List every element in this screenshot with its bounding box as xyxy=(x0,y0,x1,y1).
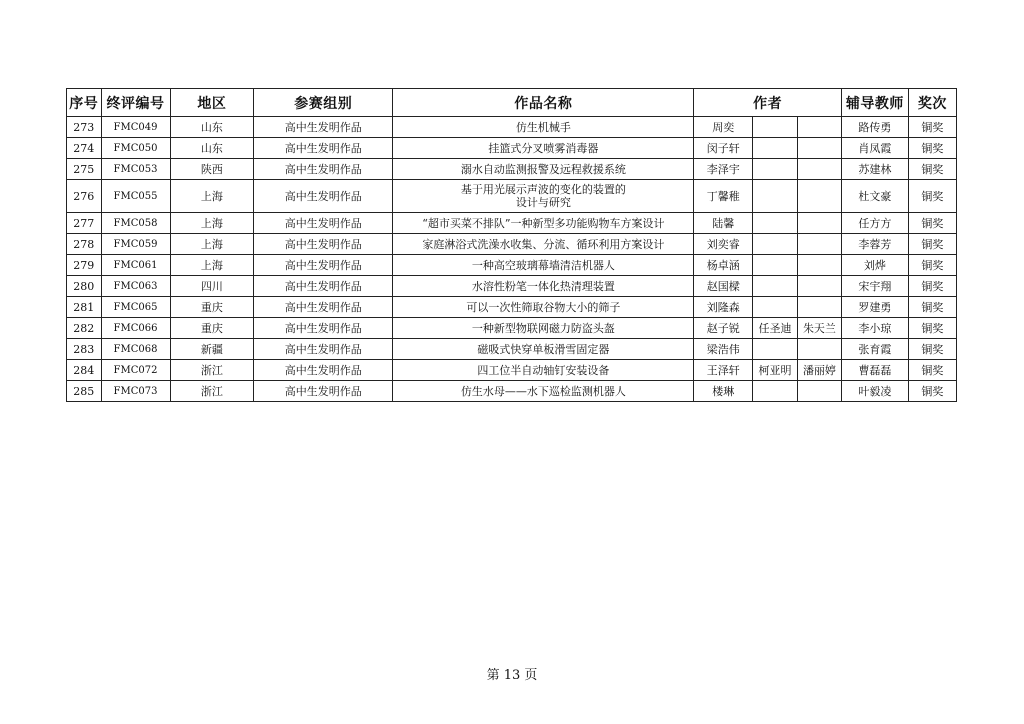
cell-work: 家庭淋浴式洗澡水收集、分流、循环利用方案设计 xyxy=(393,234,694,255)
cell-award: 铜奖 xyxy=(908,339,956,360)
cell-teacher: 李蓉芳 xyxy=(841,234,908,255)
cell-group: 高中生发明作品 xyxy=(254,138,393,159)
table-row xyxy=(67,159,957,180)
cell-seq: 284 xyxy=(67,360,102,381)
header-row xyxy=(67,89,957,117)
cell-author-3 xyxy=(797,213,841,234)
cell-author-1: 楼琳 xyxy=(694,381,753,402)
cell-code: FMC073 xyxy=(101,381,170,402)
cell-author-3: 朱天兰 xyxy=(797,318,841,339)
cell-author-3 xyxy=(797,138,841,159)
cell-teacher: 张育霞 xyxy=(841,339,908,360)
cell-code: FMC063 xyxy=(101,276,170,297)
cell-region: 陕西 xyxy=(170,159,254,180)
cell-author-3 xyxy=(797,297,841,318)
cell-work: 挂篮式分叉喷雾消毒器 xyxy=(393,138,694,159)
cell-author-2 xyxy=(753,159,798,180)
table-row xyxy=(67,276,957,297)
cell-code: FMC059 xyxy=(101,234,170,255)
cell-group: 高中生发明作品 xyxy=(254,159,393,180)
cell-group: 高中生发明作品 xyxy=(254,234,393,255)
cell-teacher: 李小琼 xyxy=(841,318,908,339)
cell-seq: 280 xyxy=(67,276,102,297)
table-row xyxy=(67,297,957,318)
cell-seq: 274 xyxy=(67,138,102,159)
cell-award: 铜奖 xyxy=(908,381,956,402)
cell-award: 铜奖 xyxy=(908,213,956,234)
cell-group: 高中生发明作品 xyxy=(254,381,393,402)
cell-code: FMC055 xyxy=(101,180,170,213)
cell-work: 仿生机械手 xyxy=(393,117,694,138)
cell-code: FMC061 xyxy=(101,255,170,276)
cell-region: 上海 xyxy=(170,255,254,276)
cell-region: 上海 xyxy=(170,180,254,213)
cell-code: FMC053 xyxy=(101,159,170,180)
cell-seq: 273 xyxy=(67,117,102,138)
cell-author-1: 赵子锐 xyxy=(694,318,753,339)
table-row xyxy=(67,360,957,381)
cell-author-1: 王泽轩 xyxy=(694,360,753,381)
cell-author-2: 柯亚明 xyxy=(753,360,798,381)
cell-teacher: 路传勇 xyxy=(841,117,908,138)
cell-author-1: 周奕 xyxy=(694,117,753,138)
cell-seq: 285 xyxy=(67,381,102,402)
cell-author-2 xyxy=(753,276,798,297)
cell-work: 一种高空玻璃幕墙清洁机器人 xyxy=(393,255,694,276)
cell-region: 山东 xyxy=(170,138,254,159)
table-row xyxy=(67,318,957,339)
cell-author-2 xyxy=(753,297,798,318)
cell-region: 浙江 xyxy=(170,381,254,402)
cell-teacher: 曹磊磊 xyxy=(841,360,908,381)
cell-group: 高中生发明作品 xyxy=(254,297,393,318)
cell-group: 高中生发明作品 xyxy=(254,213,393,234)
cell-group: 高中生发明作品 xyxy=(254,360,393,381)
cell-work: 一种新型物联网磁力防盗头盔 xyxy=(393,318,694,339)
cell-seq: 277 xyxy=(67,213,102,234)
cell-group: 高中生发明作品 xyxy=(254,255,393,276)
cell-author-1: 陆馨 xyxy=(694,213,753,234)
cell-teacher: 肖凤霞 xyxy=(841,138,908,159)
cell-award: 铜奖 xyxy=(908,159,956,180)
cell-code: FMC072 xyxy=(101,360,170,381)
cell-author-1: 杨卓涵 xyxy=(694,255,753,276)
cell-teacher: 苏建林 xyxy=(841,159,908,180)
cell-author-2 xyxy=(753,234,798,255)
cell-author-1: 丁馨稚 xyxy=(694,180,753,213)
cell-work: 仿生水母——水下巡检监测机器人 xyxy=(393,381,694,402)
cell-code: FMC066 xyxy=(101,318,170,339)
header-seq: 序号 xyxy=(67,89,102,117)
cell-author-2 xyxy=(753,255,798,276)
cell-author-1: 刘隆森 xyxy=(694,297,753,318)
cell-author-1: 闵子轩 xyxy=(694,138,753,159)
cell-author-3 xyxy=(797,180,841,213)
cell-code: FMC065 xyxy=(101,297,170,318)
cell-teacher: 刘烨 xyxy=(841,255,908,276)
cell-seq: 279 xyxy=(67,255,102,276)
table-row xyxy=(67,117,957,138)
cell-author-3 xyxy=(797,234,841,255)
cell-seq: 278 xyxy=(67,234,102,255)
cell-award: 铜奖 xyxy=(908,255,956,276)
cell-teacher: 任方方 xyxy=(841,213,908,234)
table-row xyxy=(67,234,957,255)
cell-region: 上海 xyxy=(170,213,254,234)
cell-region: 上海 xyxy=(170,234,254,255)
cell-seq: 275 xyxy=(67,159,102,180)
table-row xyxy=(67,213,957,234)
cell-seq: 276 xyxy=(67,180,102,213)
cell-group: 高中生发明作品 xyxy=(254,318,393,339)
cell-author-1: 李泽宇 xyxy=(694,159,753,180)
cell-work: 基于用光展示声波的变化的装置的设计与研究 xyxy=(393,180,694,213)
cell-region: 浙江 xyxy=(170,360,254,381)
table-row xyxy=(67,138,957,159)
cell-author-1: 刘奕睿 xyxy=(694,234,753,255)
cell-code: FMC068 xyxy=(101,339,170,360)
cell-teacher: 叶毅凌 xyxy=(841,381,908,402)
cell-author-1: 梁浩伟 xyxy=(694,339,753,360)
cell-author-3 xyxy=(797,255,841,276)
cell-work: 四工位半自动轴钉安装设备 xyxy=(393,360,694,381)
cell-seq: 283 xyxy=(67,339,102,360)
table-row xyxy=(67,255,957,276)
cell-author-2 xyxy=(753,117,798,138)
header-work: 作品名称 xyxy=(393,89,694,117)
cell-seq: 282 xyxy=(67,318,102,339)
cell-author-2 xyxy=(753,381,798,402)
cell-award: 铜奖 xyxy=(908,117,956,138)
cell-seq: 281 xyxy=(67,297,102,318)
cell-author-2 xyxy=(753,213,798,234)
cell-award: 铜奖 xyxy=(908,297,956,318)
cell-teacher: 杜文豪 xyxy=(841,180,908,213)
cell-author-3 xyxy=(797,117,841,138)
table-row xyxy=(67,180,957,213)
cell-region: 山东 xyxy=(170,117,254,138)
cell-work: “超市买菜不排队”一种新型多功能购物车方案设计 xyxy=(393,213,694,234)
cell-code: FMC058 xyxy=(101,213,170,234)
cell-author-2 xyxy=(753,339,798,360)
cell-author-3 xyxy=(797,276,841,297)
cell-work: 磁吸式快穿单板滑雪固定器 xyxy=(393,339,694,360)
cell-author-3 xyxy=(797,339,841,360)
cell-group: 高中生发明作品 xyxy=(254,276,393,297)
award-table xyxy=(66,88,957,402)
header-group: 参赛组别 xyxy=(254,89,393,117)
cell-code: FMC050 xyxy=(101,138,170,159)
cell-author-3 xyxy=(797,381,841,402)
cell-code: FMC049 xyxy=(101,117,170,138)
table-row xyxy=(67,339,957,360)
cell-award: 铜奖 xyxy=(908,234,956,255)
cell-region: 新疆 xyxy=(170,339,254,360)
cell-group: 高中生发明作品 xyxy=(254,339,393,360)
cell-region: 四川 xyxy=(170,276,254,297)
header-teacher: 辅导教师 xyxy=(841,89,908,117)
cell-award: 铜奖 xyxy=(908,360,956,381)
header-code: 终评编号 xyxy=(101,89,170,117)
cell-region: 重庆 xyxy=(170,297,254,318)
cell-teacher: 罗建勇 xyxy=(841,297,908,318)
cell-author-3: 潘丽婷 xyxy=(797,360,841,381)
cell-author-3 xyxy=(797,159,841,180)
cell-work: 水溶性粉笔一体化热清理装置 xyxy=(393,276,694,297)
header-region: 地区 xyxy=(170,89,254,117)
cell-award: 铜奖 xyxy=(908,276,956,297)
page-number: 第 13 页 xyxy=(486,668,538,683)
cell-teacher: 宋宇翔 xyxy=(841,276,908,297)
cell-award: 铜奖 xyxy=(908,138,956,159)
cell-author-2: 任圣迪 xyxy=(753,318,798,339)
cell-group: 高中生发明作品 xyxy=(254,180,393,213)
cell-work: 可以一次性筛取谷物大小的筛子 xyxy=(393,297,694,318)
cell-author-1: 赵国樑 xyxy=(694,276,753,297)
cell-award: 铜奖 xyxy=(908,318,956,339)
cell-region: 重庆 xyxy=(170,318,254,339)
cell-work: 溺水自动监测报警及远程救援系统 xyxy=(393,159,694,180)
cell-award: 铜奖 xyxy=(908,180,956,213)
header-award: 奖次 xyxy=(908,89,956,117)
cell-group: 高中生发明作品 xyxy=(254,117,393,138)
cell-author-2 xyxy=(753,180,798,213)
table-row xyxy=(67,381,957,402)
cell-author-2 xyxy=(753,138,798,159)
header-authors: 作者 xyxy=(694,89,841,117)
